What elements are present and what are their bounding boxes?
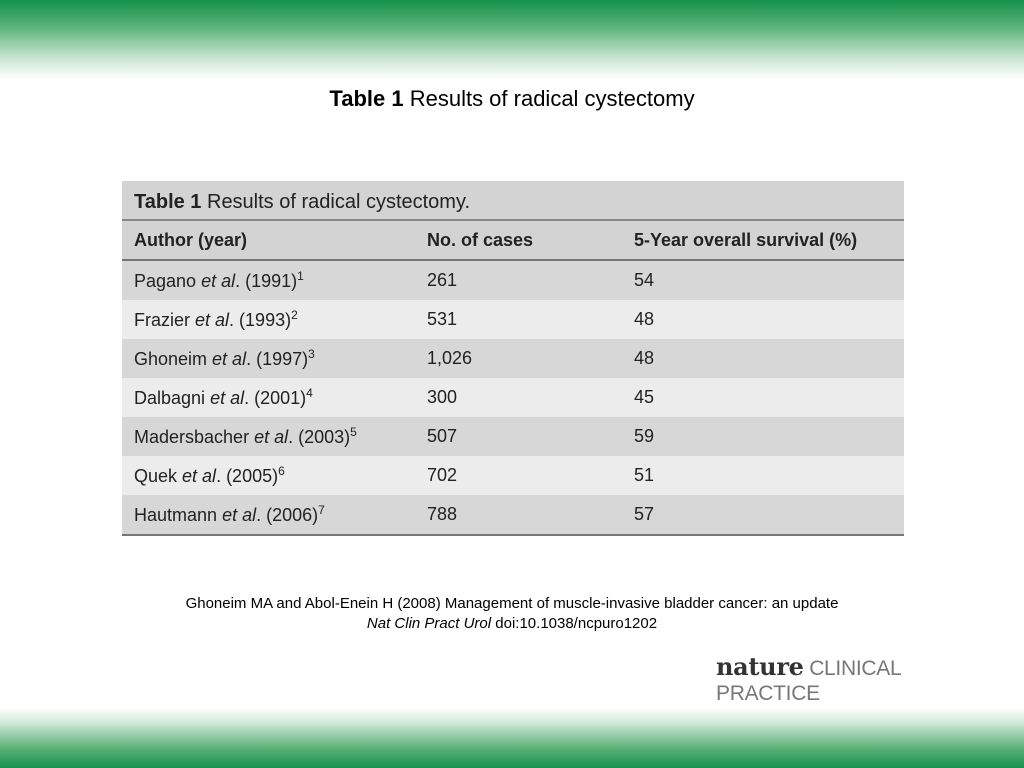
- author-etal: et al: [196, 271, 236, 291]
- reference-number: 6: [278, 464, 285, 478]
- table-caption: [122, 181, 904, 221]
- cell-author: [122, 308, 415, 331]
- table-row: [122, 339, 904, 378]
- author-etal: et al: [190, 310, 230, 330]
- author-year: . (2001): [244, 388, 307, 408]
- author-name: Ghoneim: [134, 349, 208, 369]
- table-row: [122, 495, 904, 534]
- table-row: [122, 417, 904, 456]
- slide-title: [0, 86, 1024, 112]
- cell-author: [122, 347, 415, 370]
- author-year: . (1993): [229, 310, 292, 330]
- cell-cases: 1,026: [427, 348, 473, 368]
- table-caption-rest: Results of radical cystectomy.: [201, 191, 471, 213]
- author-etal: et al: [177, 466, 217, 486]
- cell-author: [122, 503, 415, 526]
- author-etal: et al: [207, 349, 247, 369]
- header-author: Author (year): [134, 229, 248, 250]
- author-name: Frazier: [134, 310, 191, 330]
- citation-line-1: Ghoneim MA and Abol-Enein H (2008) Management of muscle-invasive bladder cancer: an update: [185, 595, 839, 612]
- header-cases: No. of cases: [427, 229, 534, 250]
- table-header-row: [122, 221, 904, 261]
- author-year: . (2005): [216, 466, 279, 486]
- author-etal: et al: [205, 388, 245, 408]
- cell-cases: 702: [427, 465, 458, 485]
- author-year: . (2006): [256, 505, 319, 525]
- cell-survival: 48: [634, 309, 655, 329]
- author-name: Pagano: [134, 271, 197, 291]
- table-row: [122, 300, 904, 339]
- cell-author: [122, 269, 415, 292]
- table-row: [122, 261, 904, 300]
- table-row: [122, 378, 904, 417]
- logo-nature: nature: [716, 652, 804, 681]
- table-bottom-rule: [122, 534, 904, 536]
- reference-number: 2: [291, 308, 298, 322]
- author-name: Hautmann: [134, 505, 218, 525]
- citation-doi: doi:10.1038/ncpuro1202: [491, 615, 658, 632]
- header-survival: 5-Year overall survival (%): [634, 229, 858, 250]
- citation-journal: Nat Clin Pract Urol: [366, 615, 492, 632]
- reference-number: 3: [308, 347, 315, 361]
- author-year: . (1997): [246, 349, 309, 369]
- author-name: Dalbagni: [134, 388, 206, 408]
- cell-author: [122, 425, 415, 448]
- table-row: [122, 456, 904, 495]
- cell-survival: 48: [634, 348, 655, 368]
- reference-number: 7: [318, 503, 325, 517]
- table-caption-bold: Table 1: [134, 191, 202, 213]
- cell-survival: 57: [634, 504, 655, 524]
- cell-survival: 54: [634, 270, 655, 290]
- results-table: [122, 181, 904, 531]
- reference-number: 4: [306, 386, 313, 400]
- cell-cases: 261: [427, 270, 458, 290]
- citation: [0, 594, 1024, 634]
- cell-survival: 45: [634, 387, 655, 407]
- cell-cases: 300: [427, 387, 458, 407]
- slide-title-rest: Results of radical cystectomy: [403, 86, 695, 111]
- author-etal: et al: [217, 505, 257, 525]
- cell-cases: 507: [427, 426, 458, 446]
- bottom-green-band: [0, 708, 1024, 768]
- cell-survival: 51: [634, 465, 655, 485]
- logo-clinical-practice: CLINICAL PRACTICE: [716, 657, 901, 705]
- slide-title-bold: Table 1: [329, 86, 404, 111]
- cell-cases: 531: [427, 309, 458, 329]
- author-name: Quek: [134, 466, 178, 486]
- author-year: . (1991): [235, 271, 298, 291]
- top-green-band: [0, 0, 1024, 80]
- reference-number: 1: [297, 269, 304, 283]
- author-name: Madersbacher: [134, 427, 250, 447]
- citation-line-2: [0, 614, 1024, 634]
- author-etal: et al: [249, 427, 289, 447]
- author-year: . (2003): [288, 427, 351, 447]
- reference-number: 5: [350, 425, 357, 439]
- table-body: [122, 261, 904, 534]
- cell-cases: 788: [427, 504, 458, 524]
- cell-survival: 59: [634, 426, 655, 446]
- logo-top-line: [716, 652, 996, 706]
- cell-author: [122, 464, 415, 487]
- cell-author: [122, 386, 415, 409]
